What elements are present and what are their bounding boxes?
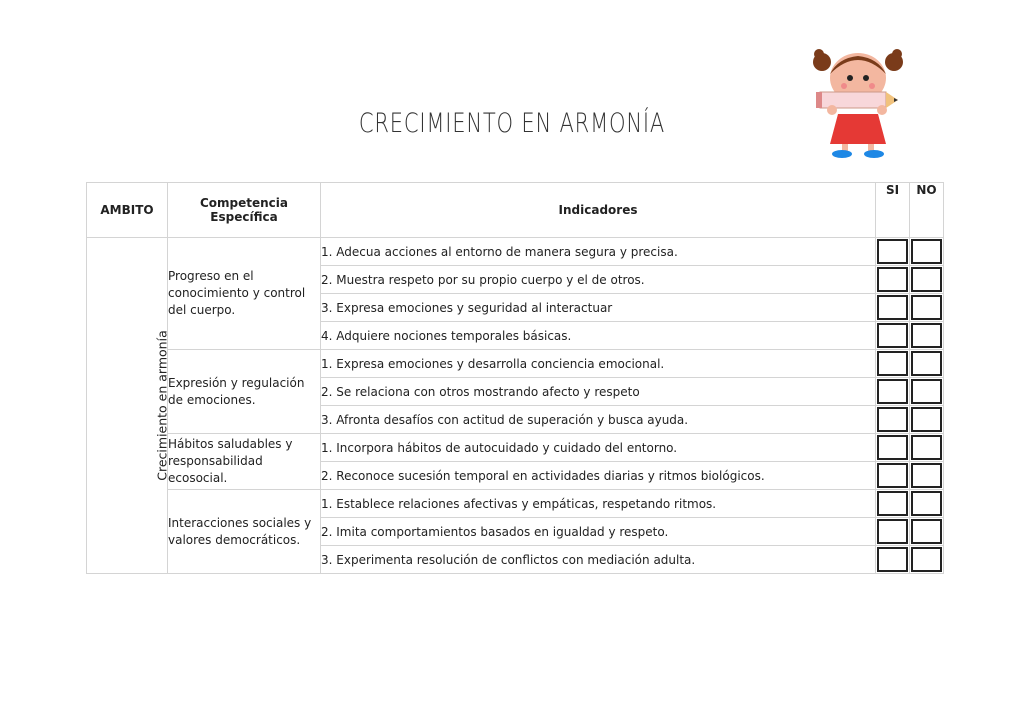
competencia-cell: Progreso en el conocimiento y control del cuerpo. [168,238,321,350]
indicador-cell: 3. Experimenta resolución de conflictos con mediación adulta. [321,546,876,574]
no-checkbox[interactable] [910,546,944,574]
no-checkbox[interactable] [910,378,944,406]
indicador-cell: 2. Se relaciona con otros mostrando afecto y respeto [321,378,876,406]
si-checkbox[interactable] [876,294,910,322]
indicador-cell: 2. Reconoce sucesión temporal en actividades diarias y ritmos biológicos. [321,462,876,490]
table-row [87,490,944,518]
si-checkbox[interactable] [876,322,910,350]
competencia-cell: Hábitos saludables y responsabilidad ecosocial. [168,434,321,490]
header-ambito: AMBITO [87,183,168,238]
no-checkbox[interactable] [910,350,944,378]
si-checkbox[interactable] [876,378,910,406]
table-row [87,350,944,378]
header-no: NO [910,183,944,238]
indicador-cell: 1. Expresa emociones y desarrolla conciencia emocional. [321,350,876,378]
header-competencia: Competencia Específica [168,183,321,238]
no-checkbox[interactable] [910,462,944,490]
page-title: CRECIMIENTO EN ARMONÍA [358,108,666,139]
si-checkbox[interactable] [876,266,910,294]
ambito-label: Crecimiento en armonía [154,330,170,481]
header-si: SI [876,183,910,238]
indicador-cell: 2. Imita comportamientos basados en igualdad y respeto. [321,518,876,546]
no-checkbox[interactable] [910,238,944,266]
no-checkbox[interactable] [910,294,944,322]
indicador-cell: 1. Establece relaciones afectivas y empáticas, respetando ritmos. [321,490,876,518]
si-checkbox[interactable] [876,546,910,574]
table-row [87,434,944,462]
evaluation-table [86,182,944,574]
header-indicadores: Indicadores [321,183,876,238]
si-checkbox[interactable] [876,406,910,434]
no-checkbox[interactable] [910,406,944,434]
no-checkbox[interactable] [910,490,944,518]
no-checkbox[interactable] [910,266,944,294]
no-checkbox[interactable] [910,322,944,350]
girl-with-pencil-illustration [812,44,904,160]
indicador-cell: 1. Adecua acciones al entorno de manera segura y precisa. [321,238,876,266]
ambito-cell [87,238,168,574]
si-checkbox[interactable] [876,238,910,266]
no-checkbox[interactable] [910,518,944,546]
si-checkbox[interactable] [876,490,910,518]
indicador-cell: 3. Expresa emociones y seguridad al interactuar [321,294,876,322]
competencia-cell: Interacciones sociales y valores democráticos. [168,490,321,574]
indicador-cell: 4. Adquiere nociones temporales básicas. [321,322,876,350]
si-checkbox[interactable] [876,518,910,546]
table-header-row [87,183,944,238]
competencia-cell: Expresión y regulación de emociones. [168,350,321,434]
si-checkbox[interactable] [876,434,910,462]
indicador-cell: 1. Incorpora hábitos de autocuidado y cuidado del entorno. [321,434,876,462]
indicador-cell: 2. Muestra respeto por su propio cuerpo y el de otros. [321,266,876,294]
si-checkbox[interactable] [876,350,910,378]
no-checkbox[interactable] [910,434,944,462]
table-row [87,238,944,266]
si-checkbox[interactable] [876,462,910,490]
indicador-cell: 3. Afronta desafíos con actitud de superación y busca ayuda. [321,406,876,434]
